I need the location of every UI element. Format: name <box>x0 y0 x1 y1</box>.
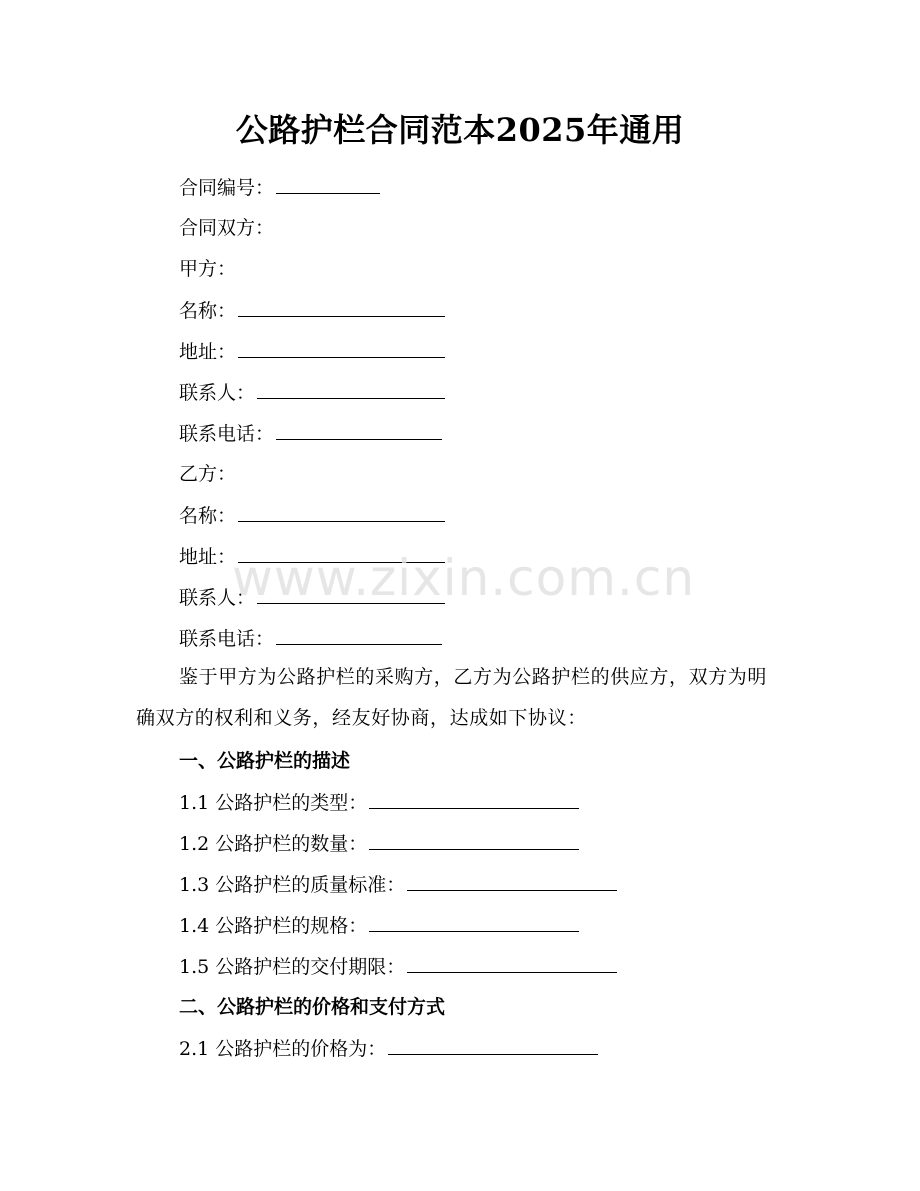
section-1-item-label: 1.3 公路护栏的质量标准： <box>179 874 406 896</box>
party-b-contact-label: 联系人： <box>179 587 256 609</box>
section-1-heading: 一、公路护栏的描述 <box>179 750 351 772</box>
intro-paragraph: 鉴于甲方为公路护栏的采购方，乙方为公路护栏的供应方，双方为明确双方的权利和义务，经友好协商，达成如下协议： <box>136 666 768 729</box>
party-a-address-blank <box>238 338 445 358</box>
section-1-item-blank <box>407 953 617 973</box>
section-1-item <box>179 912 579 939</box>
contract-number-line <box>179 174 380 201</box>
section-2-item <box>179 1035 598 1062</box>
section-1-item-label: 1.4 公路护栏的规格： <box>179 915 368 937</box>
party-a-phone-label: 联系电话： <box>179 423 275 445</box>
section-1-item-blank <box>369 912 579 932</box>
party-b-label: 乙方： <box>179 463 237 485</box>
party-a-address-line <box>179 338 445 365</box>
section-1-item <box>179 953 617 980</box>
party-b-address-blank <box>238 543 445 563</box>
party-b-line <box>179 461 236 487</box>
parties-line <box>179 215 274 241</box>
parties-label: 合同双方： <box>179 217 275 239</box>
section-1-item-label: 1.5 公路护栏的交付期限： <box>179 956 406 978</box>
party-a-label: 甲方： <box>179 258 237 280</box>
party-a-contact-blank <box>257 379 445 399</box>
party-b-name-label: 名称： <box>179 505 237 527</box>
party-a-line <box>179 256 236 282</box>
section-1-item-label: 1.1 公路护栏的类型： <box>179 792 368 814</box>
party-a-phone-blank <box>276 420 442 440</box>
contract-number-label: 合同编号： <box>179 177 275 199</box>
party-b-name-line <box>179 502 445 529</box>
party-b-name-blank <box>238 502 445 522</box>
section-1-item <box>179 871 617 898</box>
party-b-address-label: 地址： <box>179 546 237 568</box>
section-1-item-label: 1.2 公路护栏的数量： <box>179 833 368 855</box>
party-a-phone-line <box>179 420 442 447</box>
section-1-item <box>179 789 579 816</box>
section-2-item-blank <box>388 1035 598 1055</box>
party-a-contact-line <box>179 379 445 406</box>
party-b-contact-blank <box>257 584 445 604</box>
party-b-phone-blank <box>276 625 442 645</box>
document-title: 公路护栏合同范本2025年通用 <box>235 111 685 149</box>
party-b-phone-label: 联系电话： <box>179 628 275 650</box>
section-1-item-blank <box>407 871 617 891</box>
section-2-heading: 二、公路护栏的价格和支付方式 <box>179 996 446 1018</box>
party-a-address-label: 地址： <box>179 341 237 363</box>
party-a-name-blank <box>238 297 445 317</box>
party-b-contact-line <box>179 584 445 611</box>
watermark: www.zixin.com.cn <box>232 549 696 607</box>
party-b-address-line <box>179 543 445 570</box>
section-1-item-blank <box>369 789 579 809</box>
contract-number-blank <box>276 174 380 194</box>
party-b-phone-line <box>179 625 442 652</box>
section-1-item <box>179 830 579 857</box>
party-a-name-label: 名称： <box>179 300 237 322</box>
section-2-item-label: 2.1 公路护栏的价格为： <box>179 1038 387 1060</box>
party-a-name-line <box>179 297 445 324</box>
section-1-item-blank <box>369 830 579 850</box>
party-a-contact-label: 联系人： <box>179 382 256 404</box>
